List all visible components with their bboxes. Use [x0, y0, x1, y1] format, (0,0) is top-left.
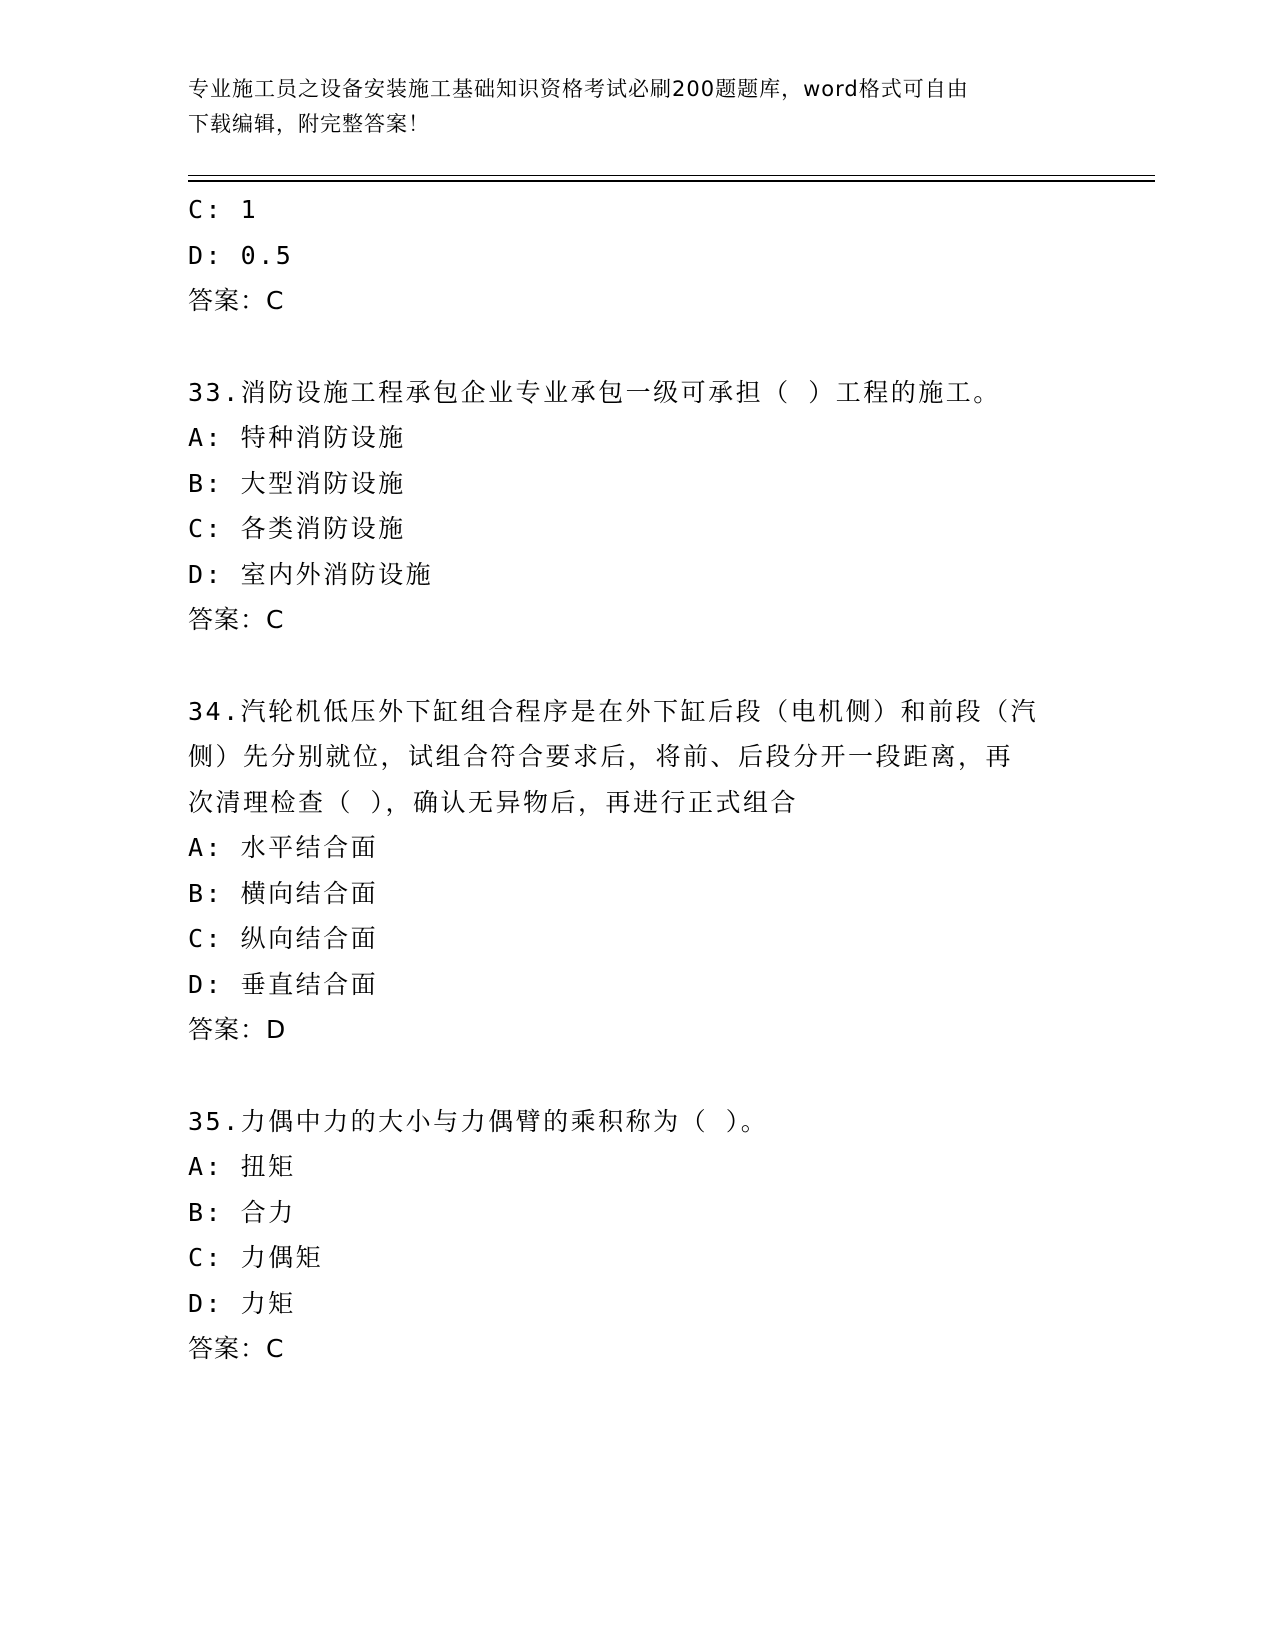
document-header: [188, 72, 1068, 142]
option-d: D: 0.5: [188, 240, 294, 270]
spacer: [188, 324, 1088, 370]
option-c: C: 1: [188, 195, 259, 224]
answer-line: 答案：D: [188, 1015, 287, 1044]
answer-line: 答案：C: [188, 605, 285, 634]
spacer: [188, 643, 1088, 689]
option-a: A: 水平结合面: [188, 833, 379, 862]
header-divider-thin: [188, 175, 1155, 176]
option-c: C: 力偶矩: [188, 1243, 324, 1272]
question-block-previous: [188, 187, 1088, 324]
header-line-1: 专业施工员之设备安装施工基础知识资格考试必刷200题题库，word格式可自由: [188, 77, 969, 101]
question-block-35: [188, 1099, 1088, 1372]
question-text-line-2: 侧）先分别就位，试组合符合要求后，将前、后段分开一段距离，再: [188, 742, 1014, 771]
option-b: B: 大型消防设施: [188, 468, 406, 498]
question-text-line-3: 次清理检查（ ），确认无异物后，再进行正式组合: [188, 787, 799, 817]
option-c: C: 纵向结合面: [188, 924, 379, 953]
answer-line: 答案：C: [188, 286, 285, 315]
option-d: D: 力矩: [188, 1288, 296, 1318]
option-c: C: 各类消防设施: [188, 514, 406, 543]
question-list: [188, 187, 1088, 1372]
question-text: 33.消防设施工程承包企业专业承包一级可承担（ ）工程的施工。: [188, 377, 1001, 407]
option-a: A: 扭矩: [188, 1152, 296, 1181]
question-text: 35.力偶中力的大小与力偶臂的乘积称为（ ）。: [188, 1106, 769, 1136]
question-text-line-1: 34.汽轮机低压外下缸组合程序是在外下缸后段（电机侧）和前段（汽: [188, 696, 1039, 726]
option-d: D: 垂直结合面: [188, 969, 379, 999]
option-d: D: 室内外消防设施: [188, 559, 434, 589]
answer-line: 答案：C: [188, 1334, 285, 1363]
question-block-34: [188, 689, 1088, 1053]
option-a: A: 特种消防设施: [188, 423, 406, 452]
question-block-33: [188, 370, 1088, 643]
header-divider-thick: [188, 180, 1155, 182]
option-b: B: 横向结合面: [188, 878, 379, 908]
option-b: B: 合力: [188, 1197, 296, 1227]
spacer: [188, 1053, 1088, 1099]
header-line-2: 下载编辑，附完整答案！: [188, 112, 430, 136]
